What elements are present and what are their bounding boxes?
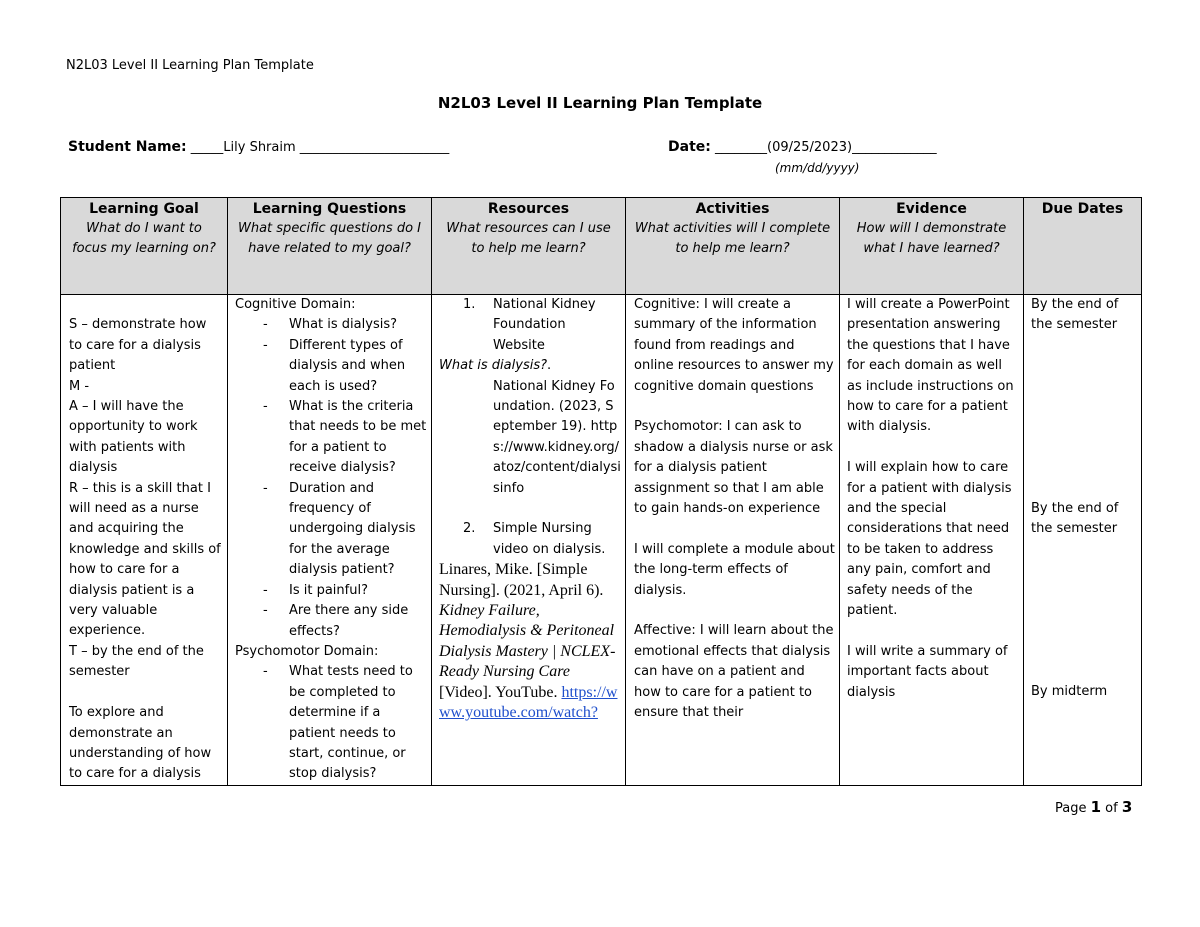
activity-module: I will complete a module about the long-term effects of dialysis. (634, 541, 835, 598)
learning-goal-cell (61, 295, 228, 786)
goal-relevant: R – this is a skill that I will need as a nurse and acquiring the knowledge and skills of how to care for a dialysis patient is a very valuable experience. (69, 480, 221, 639)
youtube-link[interactable]: https://www.youtube.com/watch? (439, 683, 618, 722)
cognitive-domain-label: Cognitive Domain: (235, 297, 356, 312)
psychomotor-domain-label: Psychomotor Domain: (235, 643, 379, 659)
date-format-hint: (mm/dd/yyyy) (775, 161, 860, 175)
list-item: - Duration and frequency of undergoing dialysis for the average dialysis patient? (235, 479, 427, 581)
goal-measurable: M - (69, 378, 90, 394)
date-line (668, 139, 937, 155)
goal-timely: T – by the end of the semester (69, 643, 204, 680)
list-item: - What tests need to be completed to determine if a patient needs to start, continue, or stop dialysis? (235, 662, 427, 784)
page-number: Page 1 of 3 (1055, 798, 1133, 816)
due-date-3: By midterm (1031, 684, 1108, 699)
learning-plan-table (60, 197, 1142, 786)
due-dates-cell (1024, 295, 1142, 786)
evidence-cell (840, 295, 1024, 786)
goal-summary: To explore and demonstrate an understanding of how to care for a dialysis (69, 705, 212, 782)
list-item: - Are there any side effects? (235, 601, 427, 642)
due-date-1: By the end of the semester (1031, 297, 1119, 333)
date-label: Date: (668, 139, 711, 155)
psychomotor-questions-list (235, 662, 427, 784)
activity-psychomotor: Psychomotor: I can ask to shadow a dialysis nurse or ask for a dialysis patient assignment so that I am able to gain hands-on experience (634, 419, 833, 517)
resource-1: 1. National Kidney Foundation Website (463, 297, 596, 353)
header-learning-questions: Learning Questions What specific questions do I have related to my goal? (228, 198, 432, 295)
resource-1-citation-start: What is dialysis?. (439, 358, 552, 374)
page-title: N2L03 Level II Learning Plan Template (437, 94, 763, 112)
header-learning-goal: Learning Goal What do I want to focus my learning on? (61, 198, 228, 295)
header-activities: Activities What activities will I complete to help me learn? (626, 198, 840, 295)
resource-1-citation: National Kidney Foundation. (2023, September 19). https://www.kidney.org/atoz/content/dialysisinfo (493, 378, 621, 496)
resource-2: 2. Simple Nursing video on dialysis. (463, 521, 606, 557)
activities-cell (626, 295, 840, 786)
goal-specific: S – demonstrate how to care for a dialysis patient (69, 317, 207, 374)
header-evidence: Evidence How will I demonstrate what I have learned? (840, 198, 1024, 295)
list-item: - What is the criteria that needs to be met for a patient to receive dialysis? (235, 397, 427, 479)
resource-2-citation: Linares, Mike. [Simple Nursing]. (2021, April 6). Kidney Failure, Hemodialysis & Peritoneal Dialysis Mastery | NCLEX-Ready Nursing Care [Video]. YouTube. https://www.youtube.com/watch? (439, 561, 618, 722)
learning-questions-cell (228, 295, 432, 786)
student-name-value: _____Lily Shraim _______________________ (186, 140, 450, 155)
header-due-dates: Due Dates (1024, 198, 1142, 295)
activity-cognitive: Cognitive: I will create a summary of the information found from readings and online resources to answer my cognitive domain questions (634, 297, 834, 394)
student-name-line (68, 139, 449, 155)
date-value: ________(09/25/2023)_____________ (710, 140, 937, 155)
list-item: - Is it painful? (235, 581, 427, 601)
header-resources: Resources What resources can I use to help me learn? (432, 198, 626, 295)
table-row (61, 295, 1142, 786)
resources-cell (432, 295, 626, 786)
evidence-explain: I will explain how to care for a patient with dialysis and the special considerations that need to be taken to address any pain, comfort and safety needs of the patient. (847, 460, 1012, 619)
student-name-label: Student Name: (68, 139, 187, 155)
list-item: - What is dialysis? (235, 315, 427, 335)
goal-achievable: A – I will have the opportunity to work with patients with dialysis (69, 399, 198, 476)
cognitive-questions-list (235, 315, 427, 642)
evidence-summary: I will write a summary of important facts about dialysis (847, 643, 1008, 700)
list-item: - Different types of dialysis and when each is used? (235, 336, 427, 397)
evidence-powerpoint: I will create a PowerPoint presentation answering the questions that I have for each domain as well as include instructions on how to care for a patient with dialysis. (847, 297, 1014, 435)
running-header: N2L03 Level II Learning Plan Template (66, 58, 314, 73)
table-header-row (61, 198, 1142, 295)
due-date-2: By the end of the semester (1031, 501, 1119, 537)
activity-affective: Affective: I will learn about the emotional effects that dialysis can have on a patient and how to care for a patient to ensure that their (634, 623, 834, 721)
